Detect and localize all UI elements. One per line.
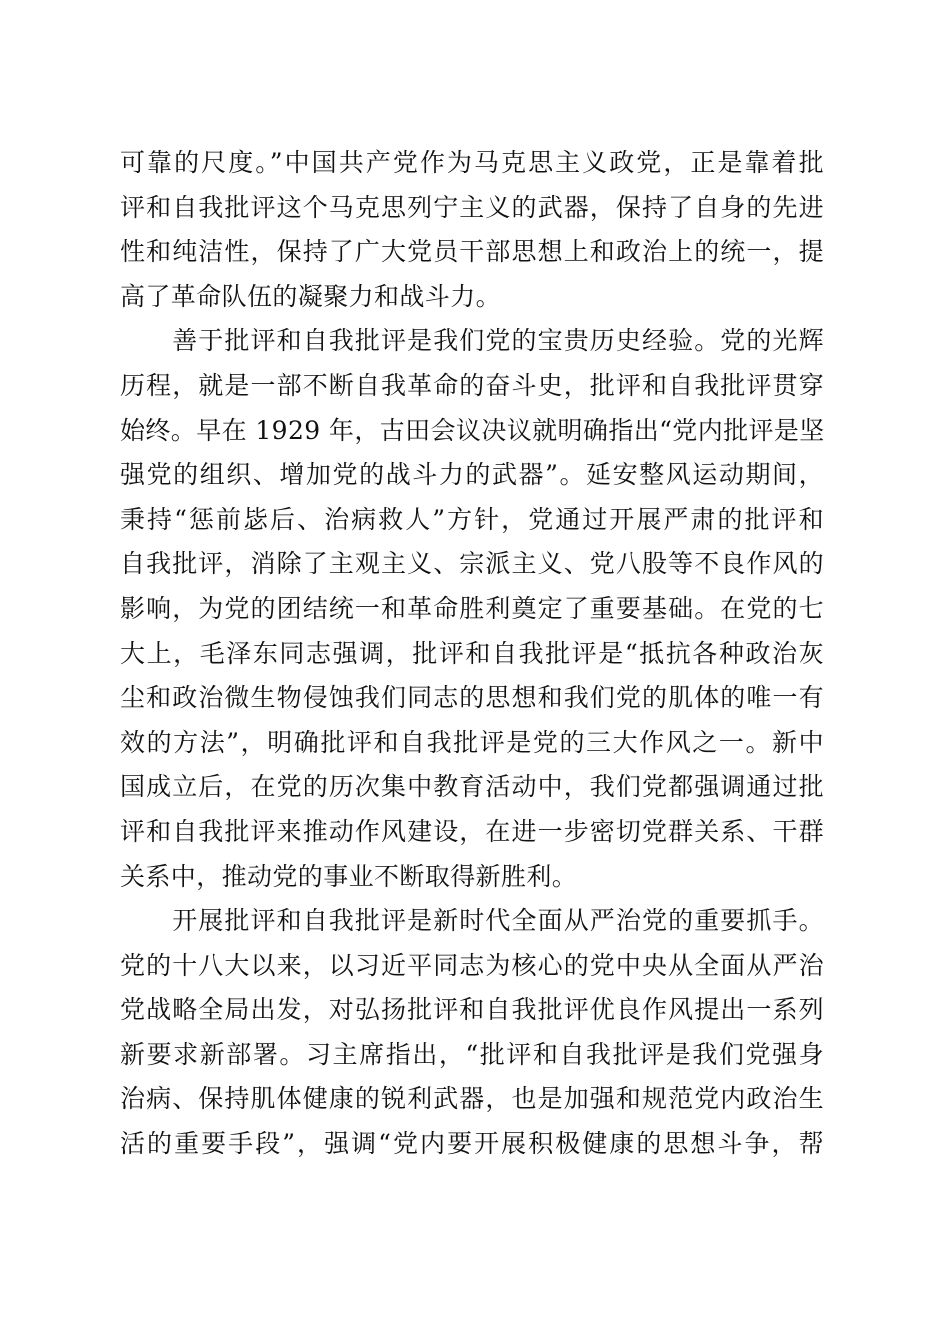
paragraph-history [120,319,824,899]
text-line: 评和自我批评来推动作风建设，在进一步密切党群关系、干群 [120,816,824,846]
text-line: 开展批评和自我批评是新时代全面从严治党的重要抓手。 [120,906,824,936]
text-line: 尘和政治微生物侵蚀我们同志的思想和我们党的肌体的唯一有 [120,683,824,713]
text-line: 历程，就是一部不断自我革命的奋斗史，批评和自我批评贯穿 [120,370,824,400]
text-line: 性和纯洁性，保持了广大党员干部思想上和政治上的统一，提 [120,237,824,267]
text-line: 可靠的尺度。”中国共产党作为马克思主义政党，正是靠着批 [120,148,824,177]
text-line: 新要求新部署。习主席指出，“批评和自我批评是我们党强身 [120,1039,824,1069]
text-line: 党战略全局出发，对弘扬批评和自我批评优良作风提出一系列 [120,995,824,1025]
text-line: 党的十八大以来，以习近平同志为核心的党中央从全面从严治 [120,950,824,980]
text-line: 国成立后，在党的历次集中教育活动中，我们党都强调通过批 [120,772,824,802]
text-line: 效的方法”，明确批评和自我批评是党的三大作风之一。新中 [120,727,824,757]
text-line: 治病、保持肌体健康的锐利武器，也是加强和规范党内政治生 [120,1084,824,1114]
paragraph-continuation [120,141,824,319]
text-line: 活的重要手段”，强调“党内要开展积极健康的思想斗争，帮 [120,1129,824,1159]
text-line: 评和自我批评这个马克思列宁主义的武器，保持了自身的先进 [120,192,824,222]
text-line: 影响，为党的团结统一和革命胜利奠定了重要基础。在党的七 [120,593,824,623]
text-line: 强党的组织、增加党的战斗力的武器”。延安整风运动期间， [120,460,824,490]
text-line: 始终。早在 1929 年，古田会议决议就明确指出“党内批评是坚 [120,415,825,445]
paragraph-new-era [120,899,824,1167]
text-line: 关系中，推动党的事业不断取得新胜利。 [120,861,578,891]
text-line: 自我批评，消除了主观主义、宗派主义、党八股等不良作风的 [120,549,824,579]
text-line: 善于批评和自我批评是我们党的宝贵历史经验。党的光辉 [120,326,824,356]
text-line: 秉持“惩前毖后、治病救人”方针，党通过开展严肃的批评和 [120,504,824,534]
text-line: 大上，毛泽东同志强调，批评和自我批评是“抵抗各种政治灰 [120,638,824,668]
text-line: 高了革命队伍的凝聚力和战斗力。 [120,281,502,311]
document-page [120,141,824,1167]
